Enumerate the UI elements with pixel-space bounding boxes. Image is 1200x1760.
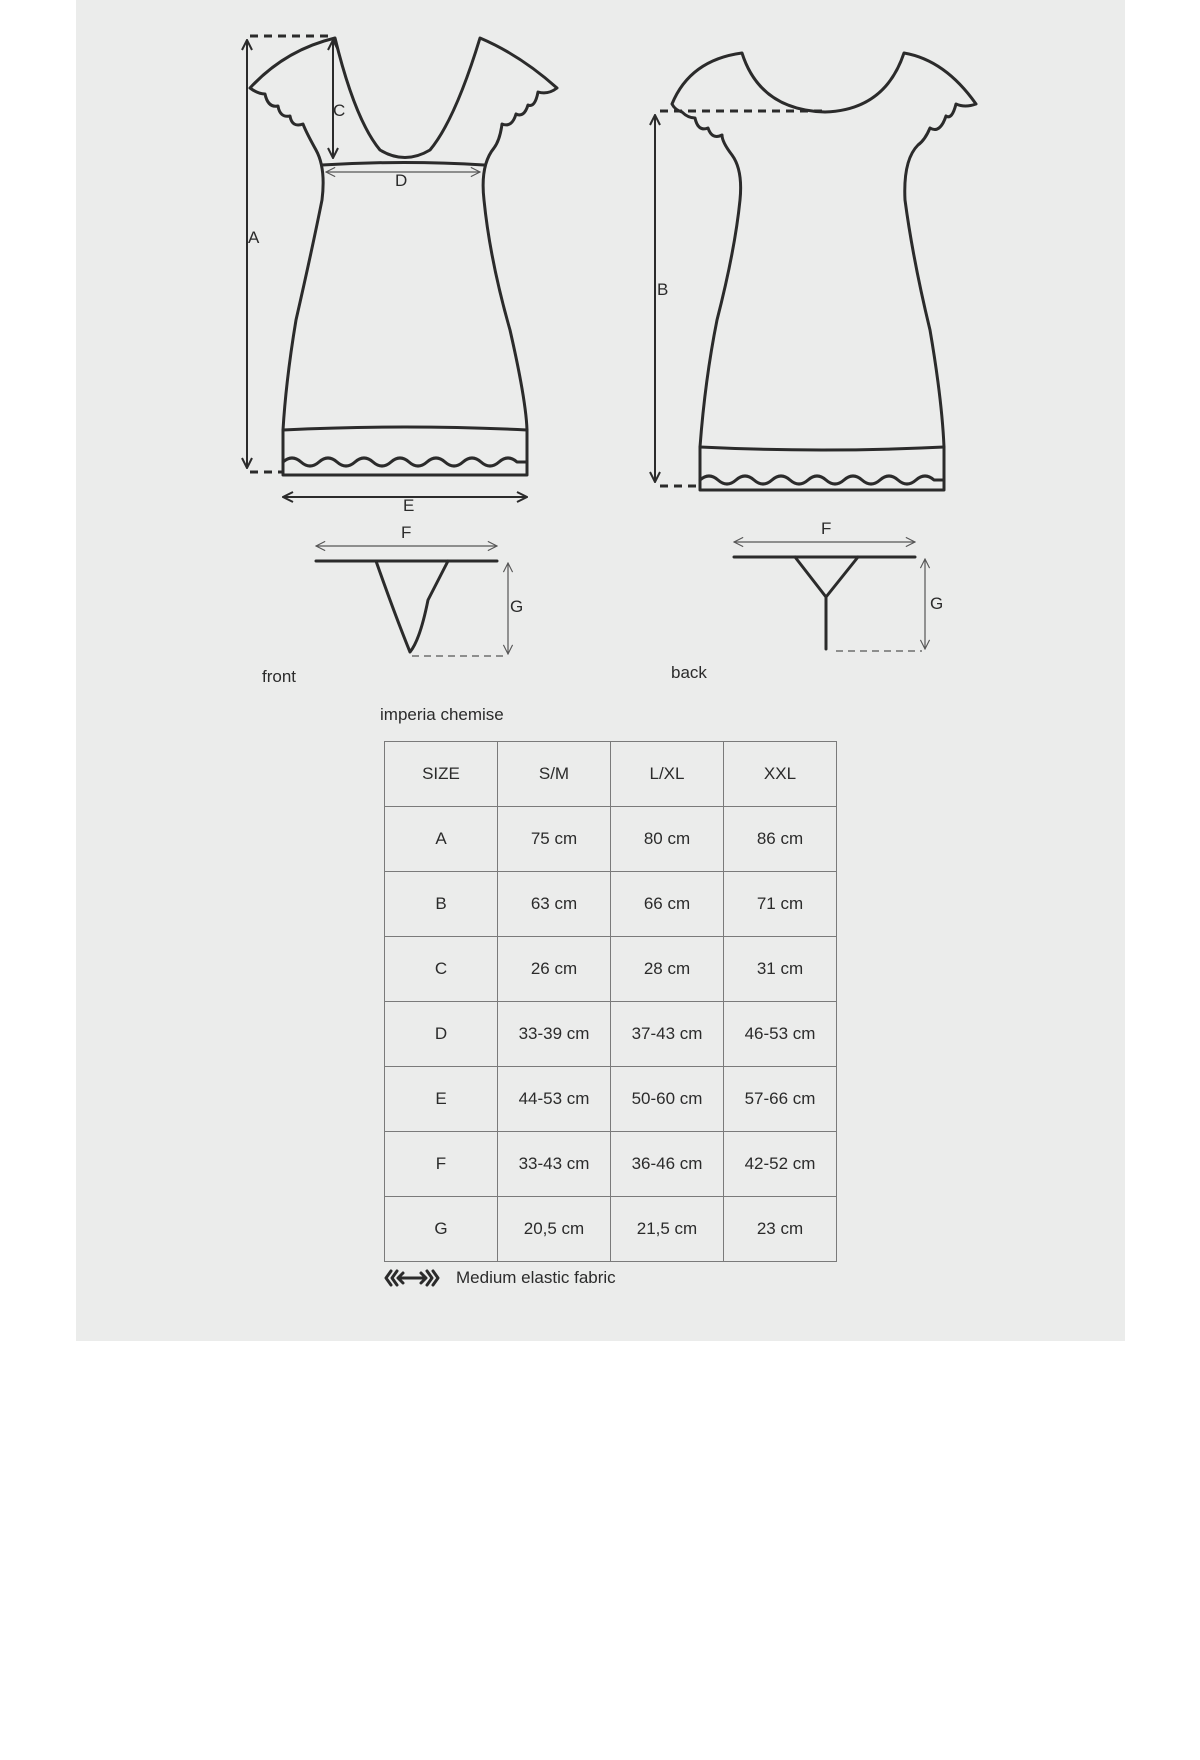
front-thong-drawing	[316, 561, 497, 652]
table-header-row	[385, 742, 837, 807]
legend-text: Medium elastic fabric	[456, 1268, 616, 1287]
size-table	[384, 741, 837, 1262]
table-cell-size: D	[385, 1002, 498, 1067]
elastic-arrows-icon	[384, 1268, 440, 1288]
table-header-cell: SIZE	[385, 742, 498, 807]
table-cell: 50-60 cm	[611, 1067, 724, 1132]
table-row	[385, 1197, 837, 1262]
table-header-cell: S/M	[498, 742, 611, 807]
fabric-legend	[384, 1268, 616, 1288]
marker-g-front: G	[510, 597, 524, 616]
table-cell: 66 cm	[611, 872, 724, 937]
table-cell: 33-39 cm	[498, 1002, 611, 1067]
marker-c: C	[333, 101, 346, 120]
table-cell: 57-66 cm	[724, 1067, 837, 1132]
table-cell: 33-43 cm	[498, 1132, 611, 1197]
table-cell: 46-53 cm	[724, 1002, 837, 1067]
table-cell-size: C	[385, 937, 498, 1002]
marker-g-back: G	[930, 594, 944, 613]
table-cell: 37-43 cm	[611, 1002, 724, 1067]
table-row	[385, 807, 837, 872]
marker-a: A	[248, 228, 260, 247]
table-row	[385, 1067, 837, 1132]
table-cell: 20,5 cm	[498, 1197, 611, 1262]
table-cell: 31 cm	[724, 937, 837, 1002]
table-row	[385, 1002, 837, 1067]
table-cell: 26 cm	[498, 937, 611, 1002]
table-cell-size: A	[385, 807, 498, 872]
table-cell-size: E	[385, 1067, 498, 1132]
table-row	[385, 1132, 837, 1197]
back-thong-drawing	[734, 557, 915, 649]
table-cell-size: F	[385, 1132, 498, 1197]
marker-f-back: F	[821, 519, 832, 538]
front-view-label: front	[262, 667, 297, 686]
table-header-cell: XXL	[724, 742, 837, 807]
table-cell: 28 cm	[611, 937, 724, 1002]
marker-e: E	[403, 496, 415, 515]
table-cell: 71 cm	[724, 872, 837, 937]
marker-f-front: F	[401, 523, 412, 542]
table-cell-size: G	[385, 1197, 498, 1262]
table-cell: 63 cm	[498, 872, 611, 937]
back-view-label: back	[671, 663, 707, 682]
marker-b: B	[657, 280, 669, 299]
table-cell: 86 cm	[724, 807, 837, 872]
table-cell: 23 cm	[724, 1197, 837, 1262]
table-row	[385, 872, 837, 937]
product-title: imperia chemise	[380, 705, 504, 724]
marker-d: D	[395, 171, 408, 190]
table-header-cell: L/XL	[611, 742, 724, 807]
table-cell: 80 cm	[611, 807, 724, 872]
table-cell: 75 cm	[498, 807, 611, 872]
back-dimension-lines	[655, 111, 825, 486]
table-cell-size: B	[385, 872, 498, 937]
table-cell: 21,5 cm	[611, 1197, 724, 1262]
table-cell: 42-52 cm	[724, 1132, 837, 1197]
back-chemise-drawing	[672, 53, 976, 490]
table-cell: 44-53 cm	[498, 1067, 611, 1132]
table-cell: 36-46 cm	[611, 1132, 724, 1197]
table-row	[385, 937, 837, 1002]
front-chemise-drawing	[250, 38, 557, 475]
